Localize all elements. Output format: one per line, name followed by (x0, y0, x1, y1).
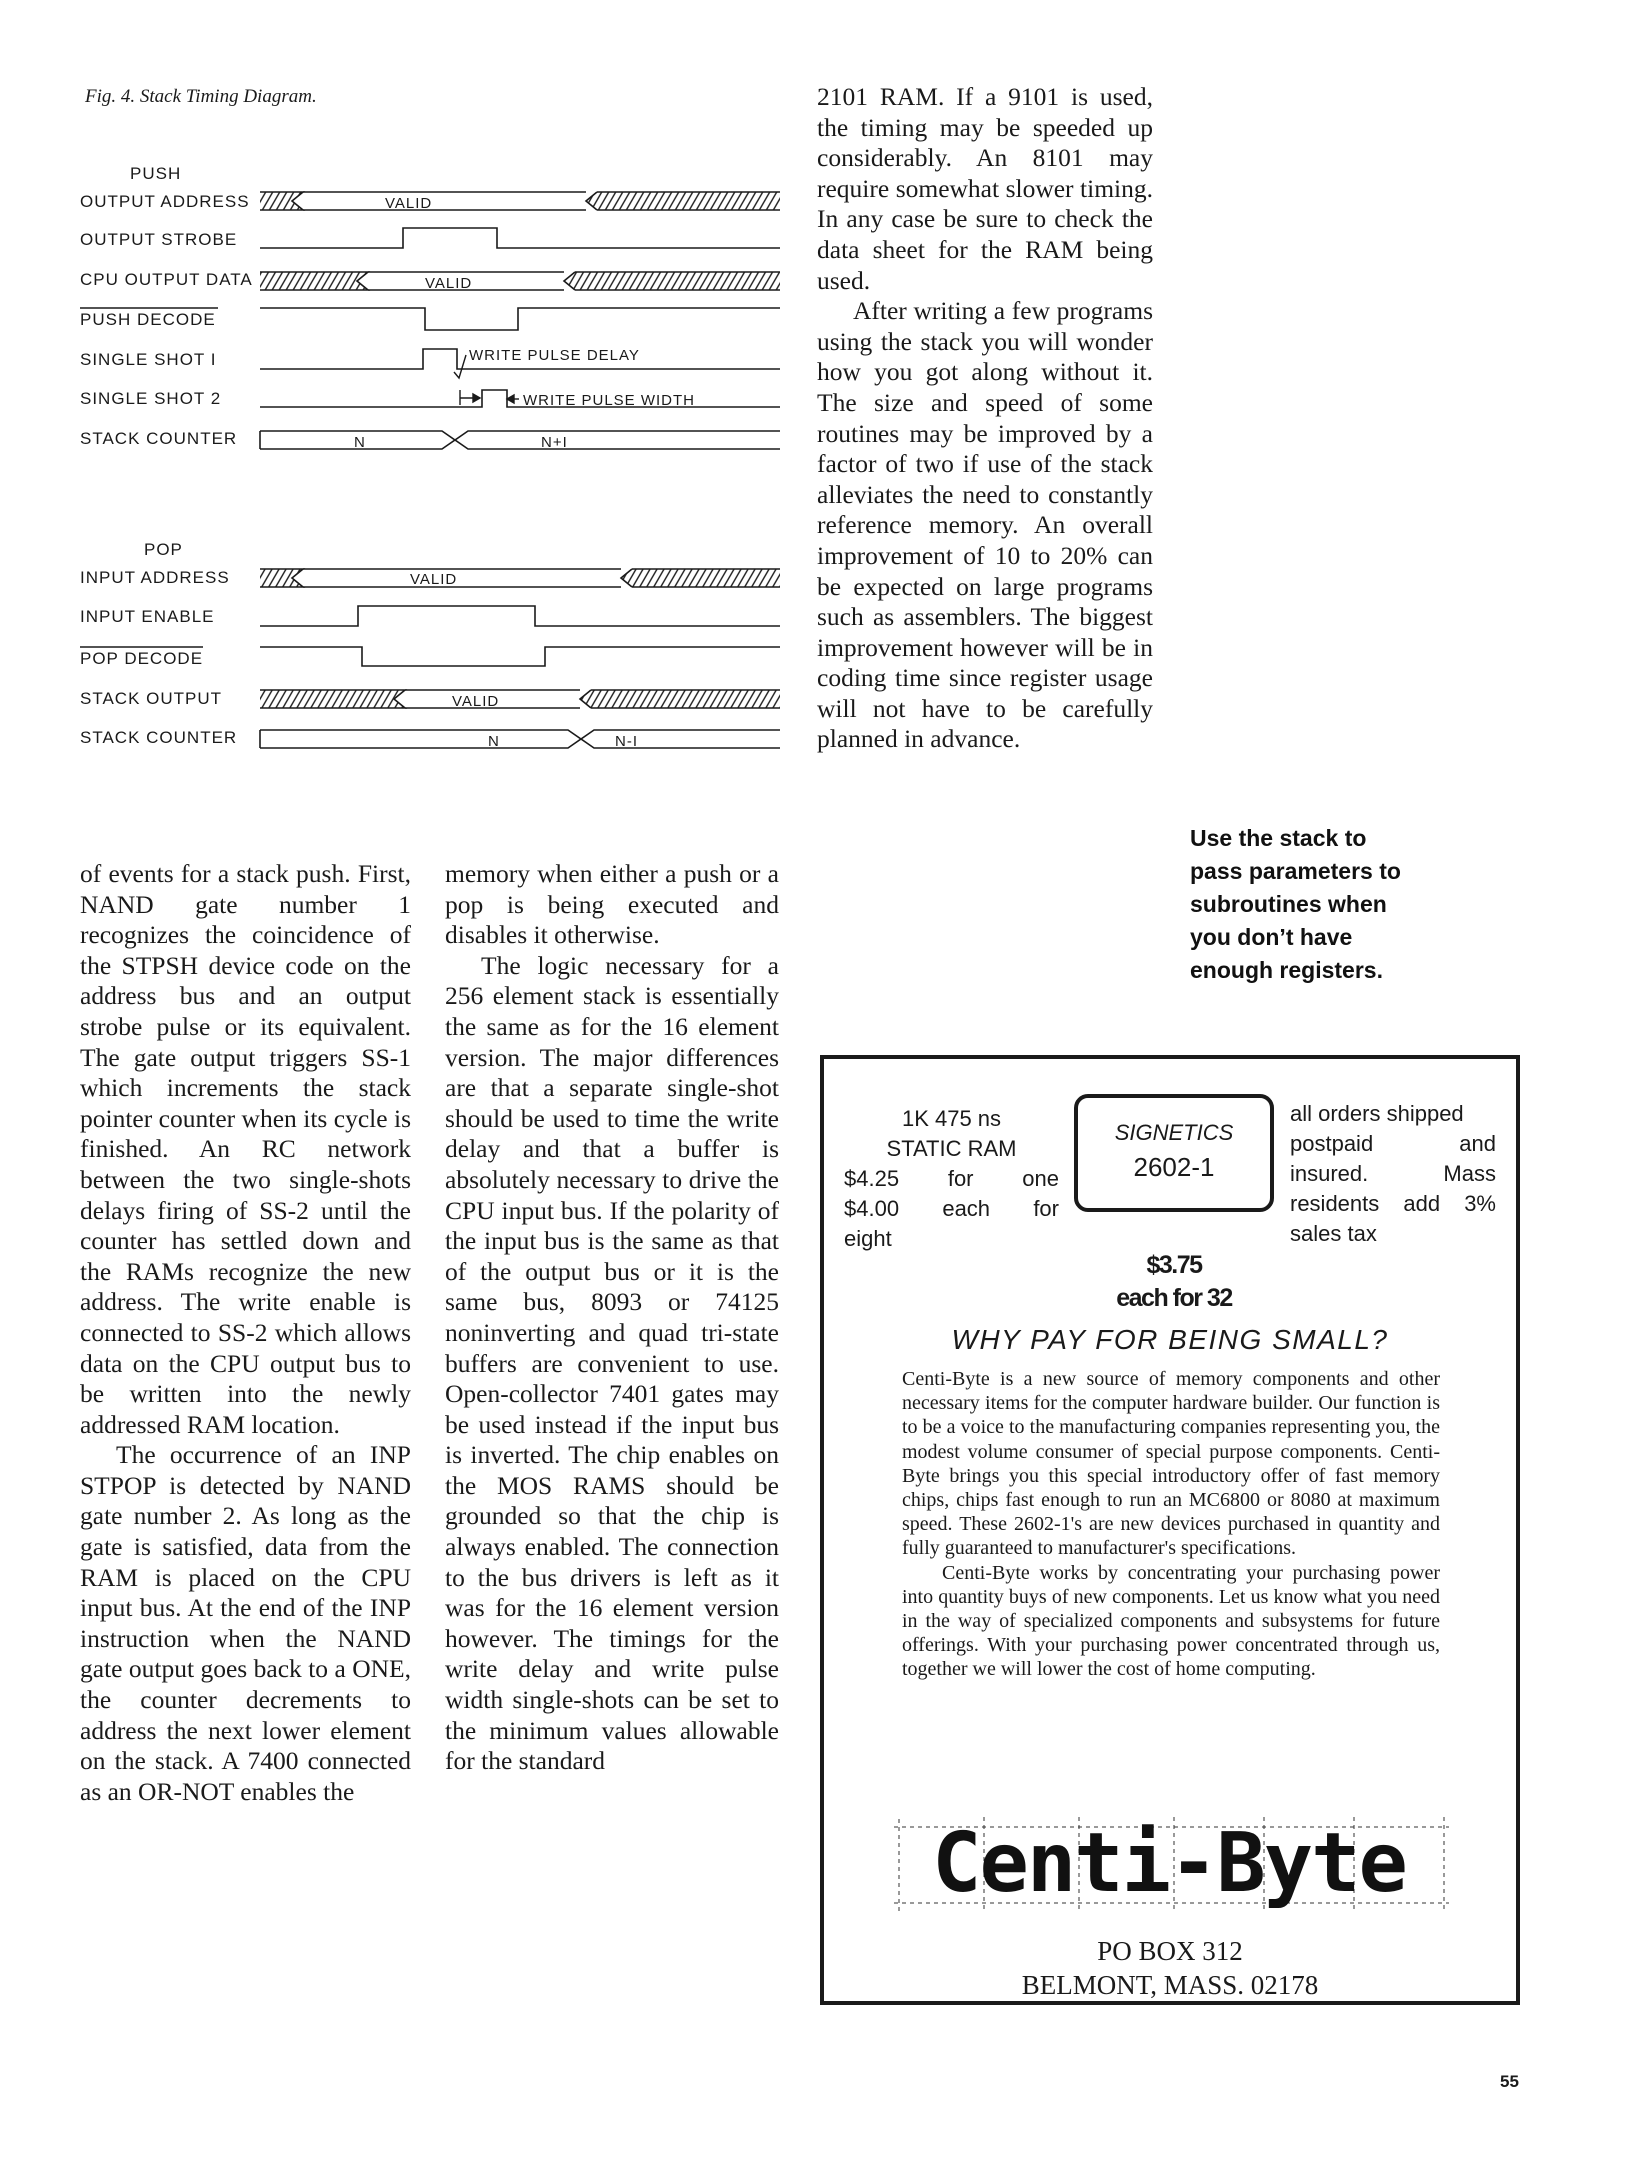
ad-shipping-info (1290, 1099, 1496, 1249)
ad-line: sales tax (1290, 1221, 1377, 1246)
paragraph: The logic necessary for a 256 element stack is essentially the same as for the 16 element version. The major differences are that a separate single-shot should be used to time the write delay and that a buffer is absolutely necessary to drive the CPU input bus. If the polarity of the input bus is the same as that of the output bus or it is the same bus, 8093 or 74125 noninverting and quad tri-state buffers are convenient to use. Open-collector 7401 gates may be used instead if the input bus is inverted. The chip enables on the MOS RAMS should be grounded so that the chip is always enabled. The connection to the bus drivers is left as it was for the 16 element version however. The timings for the write delay and write pulse width single-shots can be set to the minimum values allowable for the standard (445, 950, 779, 1776)
signal-label: INPUT ADDRESS (80, 568, 230, 587)
paragraph: of events for a stack push. First, NAND gate number 1 recognizes the coincidence of the STPSH device code on the address bus and an output strobe pulse or its equivalent. The gate output triggers SS-1 which increments the stack pointer counter when its cycle is finished. An RC network between the two single-shots delays firing of SS-2 until the counter has settled down and the RAMs recognize the new address. The write enable is connected to SS-2 which allows data on the CPU output bus to be written into the newly addressed RAM location. (80, 859, 411, 1439)
logo-text: Centi-Byte (932, 1816, 1406, 1911)
signal-label: POP DECODE (80, 649, 204, 668)
valid-label: VALID (385, 195, 433, 212)
paragraph: Centi-Byte works by concentrating your purchasing power into quantity buys of new components. Let us know what you need in the way of specialized components and subsystems for future offerings. With your purchasing power concentrated through us, together we will lower the cost of home computing. (902, 1561, 1440, 1681)
pop-decode-waveform (260, 647, 780, 666)
ad-line: postpaid and (1290, 1131, 1496, 1156)
price-note: each for 32 (1116, 1284, 1232, 1312)
signal-label: PUSH DECODE (80, 310, 216, 329)
paragraph: The occurrence of an INP STPOP is detected by NAND gate number 2. As long as the gate is satisfied, data from the RAM is placed on the CPU input bus. At the end of the INP instruction when the NAND gate output goes back to a ONE, the counter decrements to address the next lower element on the stack. A 7400 connected as an OR-NOT enables the (80, 1440, 411, 1806)
paragraph: 2101 RAM. If a 9101 is used, the timing may be speeded up considerably. An 8101 may require somewhat slower timing. In any case be sure to check the data sheet for the RAM being used. (817, 82, 1153, 295)
counter-before: N (354, 434, 366, 451)
address-line: BELMONT, MASS. 02178 (1021, 1970, 1319, 2000)
output-strobe-waveform (260, 228, 780, 248)
valid-label: VALID (425, 275, 473, 292)
signal-label: INPUT ENABLE (80, 607, 215, 626)
valid-label: VALID (410, 571, 458, 588)
ad-line: 1K 475 ns (901, 1106, 1002, 1131)
ad-part-number: 2602-1 (1133, 1152, 1215, 1182)
address-line: PO BOX 312 (1097, 1936, 1243, 1966)
price-value: $3.75 (1146, 1251, 1202, 1279)
article-column-left (80, 859, 411, 1807)
signal-label: STACK COUNTER (80, 728, 238, 747)
single-shot-2-waveform (260, 390, 780, 407)
ad-line: $4.25 for one (844, 1166, 1059, 1191)
figure-caption: Fig. 4. Stack Timing Diagram. (85, 86, 317, 107)
cpu-output-data-waveform (260, 272, 780, 290)
stack-timing-diagram (70, 150, 790, 770)
ad-body (902, 1367, 1440, 1682)
valid-label: VALID (452, 693, 500, 710)
signal-label: OUTPUT ADDRESS (80, 192, 250, 211)
centi-byte-advertisement (820, 1055, 1520, 2005)
counter-before: N (488, 733, 500, 750)
ad-line: STATIC RAM (886, 1136, 1017, 1161)
signal-label: SINGLE SHOT 2 (80, 389, 222, 408)
input-address-waveform (260, 569, 780, 587)
counter-after: N+I (541, 434, 568, 451)
stack-counter-push-waveform (260, 431, 780, 449)
signal-label: STACK COUNTER (80, 429, 238, 448)
ad-line: all orders shipped (1290, 1101, 1464, 1126)
paragraph: Centi-Byte is a new source of memory components and other necessary items for the computer hardware builder. Our function is to be a voice to the manufacturing companies representing you, the modest volume consumer of special purpose components. Centi-Byte brings you this special introductory offer of fast memory chips, chips fast enough to run an MC6800 or 8080 at maximum speed. These 2602-1's are new devices purchased in quantity and fully guaranteed to manufacturer's specifications. (902, 1368, 1440, 1560)
article-column-right-top (817, 82, 1153, 755)
push-decode-waveform (260, 308, 780, 330)
output-address-waveform (260, 192, 780, 210)
ad-line: residents add 3% (1290, 1191, 1496, 1216)
ad-line: $4.00 each for (844, 1196, 1059, 1221)
write-pulse-delay-label: WRITE PULSE DELAY (469, 347, 640, 364)
input-enable-waveform (260, 606, 780, 626)
ad-price (1074, 1249, 1274, 1315)
stack-counter-pop-waveform (260, 730, 780, 748)
centi-byte-logo (894, 1809, 1449, 1919)
ad-brand: SIGNETICS (1114, 1120, 1234, 1145)
ad-address (824, 1934, 1516, 2002)
article-column-middle (445, 859, 779, 1777)
signal-label: SINGLE SHOT I (80, 350, 217, 369)
paragraph: memory when either a push or a pop is being executed and disables it otherwise. (445, 859, 779, 950)
stack-output-waveform (260, 690, 780, 708)
ad-line: insured. Mass (1290, 1161, 1496, 1186)
paragraph: After writing a few programs using the stack you will wonder how you got along without it. The size and speed of some routines may be improved by a factor of two if use of the stack alleviates the need to constantly reference memory. An overall improvement of 10 to 20% can be expected on large programs such as assemblers. The biggest improvement however will be in coding time since register usage will not have to be carefully planned in advance. (817, 296, 1153, 754)
page-number: 55 (1500, 2072, 1519, 2091)
push-title: PUSH (130, 164, 182, 183)
write-pulse-width-label: WRITE PULSE WIDTH (523, 392, 696, 409)
signal-label: STACK OUTPUT (80, 689, 223, 708)
signal-label: OUTPUT STROBE (80, 230, 238, 249)
signal-label: CPU OUTPUT DATA (80, 270, 253, 289)
tv-frame-box (1074, 1094, 1274, 1212)
ad-headline: WHY PAY FOR BEING SMALL? (951, 1324, 1389, 1355)
ad-offer-details (844, 1104, 1059, 1254)
pull-quote: Use the stack to pass parameters to subroutines when you don’t have enough registers. (1190, 825, 1401, 983)
counter-after: N-I (615, 733, 638, 750)
ad-line: eight (844, 1226, 892, 1251)
pop-title: POP (144, 540, 183, 559)
